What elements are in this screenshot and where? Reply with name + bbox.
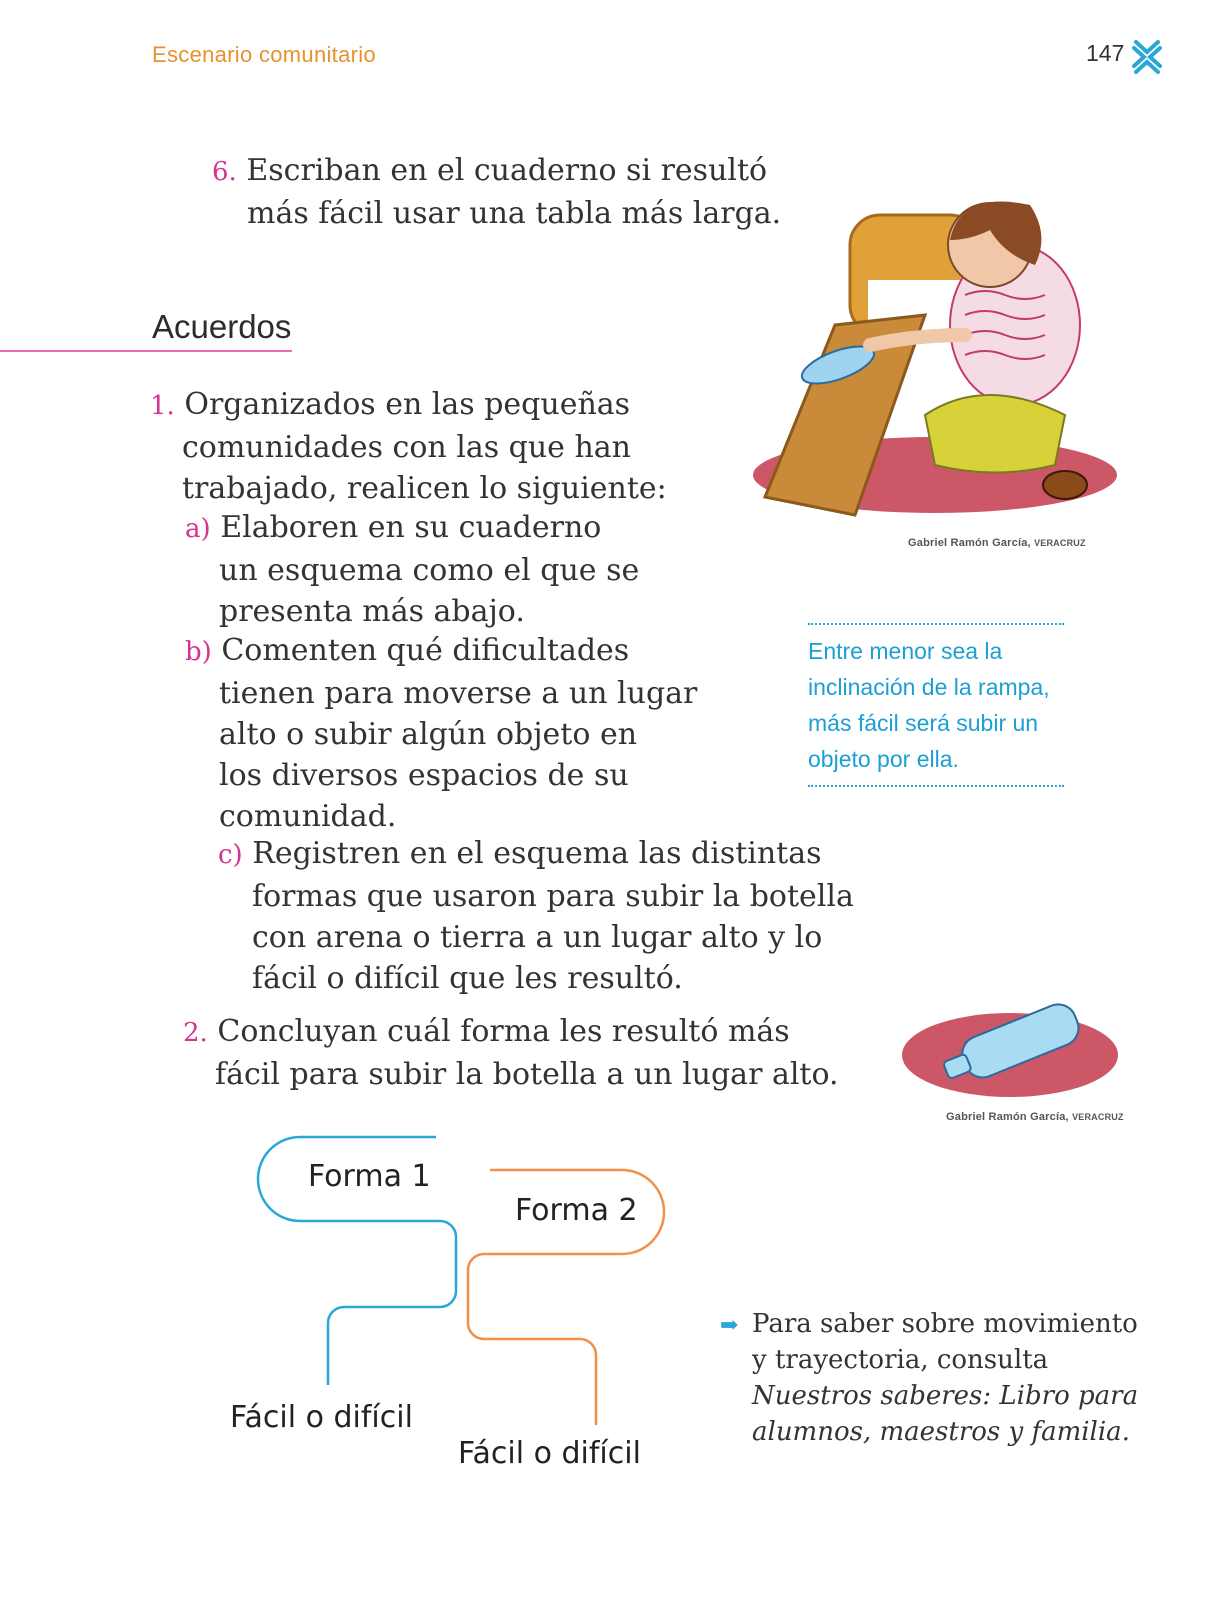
reference-note <box>720 1306 1140 1450</box>
step-text-line: más fácil usar una tabla más larga. <box>247 196 782 231</box>
item-number: 1. <box>150 391 175 421</box>
item-text-line: Organizados en las pequeñas <box>184 387 631 422</box>
subitem-text-line: Elaboren en su cuaderno <box>220 510 602 545</box>
subitem-text-line: Registren en el esquema las distintas <box>252 836 822 871</box>
item-text-line: comunidades con las que han <box>182 430 632 465</box>
credit-place: VERACRUZ <box>1034 538 1086 548</box>
subitem-label: b) <box>185 637 212 667</box>
running-head: Escenario comunitario <box>152 42 376 67</box>
step-number: 6. <box>212 157 237 187</box>
subitem-text-line: fácil o difícil que les resultó. <box>252 961 683 996</box>
reference-line: y trayectoria, consulta <box>752 1345 1049 1375</box>
subitem-label: c) <box>218 840 243 870</box>
subitem-text-line: un esquema como el que se <box>219 553 640 588</box>
book-logo-icon <box>1130 38 1164 76</box>
item-number: 2. <box>183 1018 208 1048</box>
illustration-ramp <box>750 185 1120 525</box>
credit-name: Gabriel Ramón García, <box>908 537 1031 549</box>
item-text-line: fácil para subir la botella a un lugar alto. <box>215 1057 839 1092</box>
item-text-line: trabajado, realicen lo siguiente: <box>182 471 667 506</box>
credit-place: VERACRUZ <box>1072 1112 1124 1122</box>
subitem-label: a) <box>185 514 211 544</box>
item-1c <box>218 833 854 999</box>
subitem-text-line: con arena o tierra a un lugar alto y lo <box>252 920 823 955</box>
reference-line: Para saber sobre movimiento <box>752 1309 1138 1339</box>
subitem-text-line: presenta más abajo. <box>219 594 525 629</box>
item-1 <box>150 384 667 509</box>
subitem-text-line: Comenten qué dificultades <box>221 633 630 668</box>
scheme-form-2: Forma 2 <box>515 1193 638 1228</box>
item-1b <box>185 630 697 837</box>
tip-line: más fácil será subir un <box>808 710 1039 736</box>
credit-name: Gabriel Ramón García, <box>946 1111 1069 1123</box>
reference-book-title: Nuestros saberes: Libro para <box>752 1381 1139 1411</box>
subitem-text-line: alto o subir algún objeto en <box>219 717 638 752</box>
item-1a <box>185 507 639 632</box>
scheme-result-2: Fácil o difícil <box>458 1436 641 1471</box>
step-text-line: Escriban en el cuaderno si resultó <box>246 153 768 188</box>
illustration-credit <box>946 1111 1124 1123</box>
page-number: 147 <box>1086 40 1125 66</box>
scheme-form-1: Forma 1 <box>308 1159 431 1194</box>
illustration-bottle <box>900 985 1120 1100</box>
illustration-credit <box>908 537 1086 549</box>
tip-line: Entre menor sea la <box>808 638 1003 664</box>
tip-box <box>808 623 1064 787</box>
tip-line: objeto por ella. <box>808 746 959 772</box>
tip-line: inclinación de la rampa, <box>808 674 1050 700</box>
item-2 <box>183 1011 839 1095</box>
subitem-text-line: comunidad. <box>219 799 397 834</box>
subitem-text-line: formas que usaron para subir la botella <box>252 879 854 914</box>
step-6 <box>212 150 781 234</box>
subitem-text-line: tienen para moverse a un lugar <box>219 676 698 711</box>
arrow-right-icon: ➡ <box>720 1313 739 1338</box>
subitem-text-line: los diversos espacios de su <box>219 758 629 793</box>
section-title: Acuerdos <box>152 308 292 345</box>
section-rule <box>0 350 292 352</box>
scheme-result-1: Fácil o difícil <box>230 1400 413 1435</box>
item-text-line: Concluyan cuál forma les resultó más <box>217 1014 790 1049</box>
reference-book-title: alumnos, maestros y familia. <box>752 1417 1130 1447</box>
